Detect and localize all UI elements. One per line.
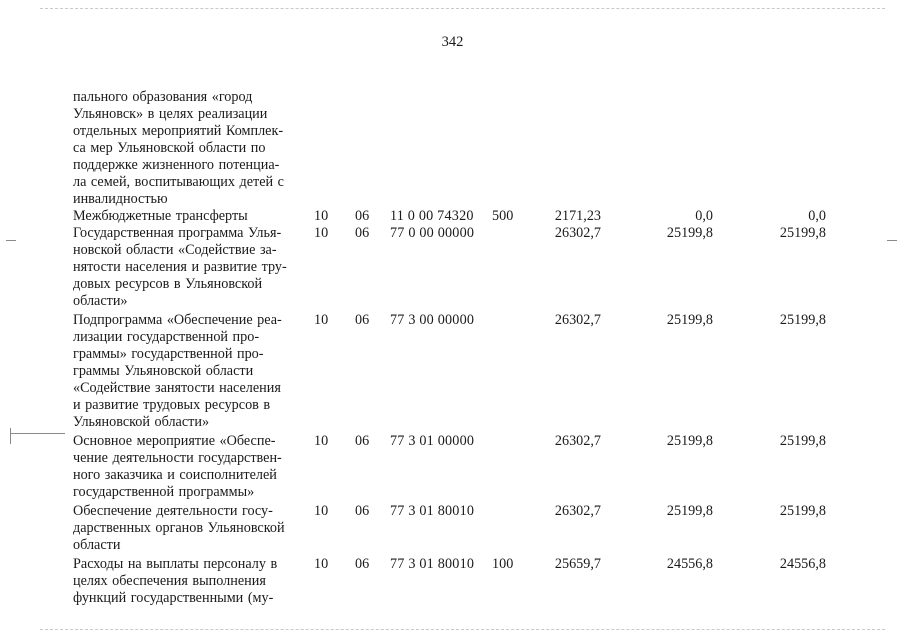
budget-table — [0, 89, 905, 607]
cell-section: 10 — [314, 433, 329, 449]
cell-target-article: 77 3 01 80010 — [390, 503, 475, 519]
cell-section: 10 — [314, 225, 329, 241]
table-row — [0, 208, 905, 225]
cell-expense-type: 100 — [492, 556, 514, 572]
row-name: пального образования «город Ульяновск» в целях реализации отдельных мероприятий Комплек- са мер Ульяновской области по поддержке жизненного потенциа- ла семей, воспитывающих детей с инвалидностью — [73, 89, 284, 207]
cell-subsection: 06 — [355, 208, 370, 224]
cell-amount-year3: 25199,8 — [779, 503, 826, 519]
cell-subsection: 06 — [355, 225, 370, 241]
cell-amount-year1: 26302,7 — [554, 433, 601, 449]
cell-expense-type: 500 — [492, 208, 514, 224]
row-name: Расходы на выплаты персоналу в целях обеспечения выполнения функций государственными (му- — [73, 556, 278, 606]
cell-target-article: 77 0 00 00000 — [390, 225, 475, 241]
cell-amount-year2: 0,0 — [695, 208, 713, 224]
cell-amount-year3: 25199,8 — [779, 312, 826, 328]
cell-amount-year2: 24556,8 — [666, 556, 713, 572]
cell-subsection: 06 — [355, 556, 370, 572]
cell-section: 10 — [314, 312, 329, 328]
cell-amount-year3: 24556,8 — [779, 556, 826, 572]
cell-amount-year1: 26302,7 — [554, 225, 601, 241]
cell-target-article: 77 3 01 80010 — [390, 556, 475, 572]
cell-amount-year3: 25199,8 — [779, 225, 826, 241]
cell-subsection: 06 — [355, 503, 370, 519]
cell-amount-year2: 25199,8 — [666, 433, 713, 449]
row-name: Межбюджетные трансферты — [73, 208, 248, 224]
cell-amount-year3: 25199,8 — [779, 433, 826, 449]
scan-artifact-bottom — [40, 629, 885, 631]
row-name: Обеспечение деятельности госу- дарственных органов Ульяновской области — [73, 503, 285, 553]
row-name: Основное мероприятие «Обеспе- чение деятельности государствен- ного заказчика и соисполнителей государственной программы» — [73, 433, 282, 500]
cell-target-article: 77 3 00 00000 — [390, 312, 475, 328]
cell-amount-year1: 26302,7 — [554, 503, 601, 519]
cell-target-article: 11 0 00 74320 — [390, 208, 474, 224]
cell-amount-year1: 25659,7 — [554, 556, 601, 572]
row-name: Государственная программа Улья- новской области «Содействие за- нятости населения и развитие тру- довых ресурсов в Ульяновской области» — [73, 225, 287, 309]
cell-subsection: 06 — [355, 312, 370, 328]
cell-target-article: 77 3 01 00000 — [390, 433, 475, 449]
scan-artifact-top — [40, 8, 885, 10]
table-row — [0, 89, 905, 208]
table-row — [0, 312, 905, 431]
cell-section: 10 — [314, 208, 329, 224]
row-name: Подпрограмма «Обеспечение реа- лизации государственной про- граммы» государственной про- граммы Ульяновской области «Содействие занятости населения и развитие трудовых ресурсов в Ульяновской области» — [73, 312, 282, 430]
page-number: 342 — [441, 34, 464, 50]
cell-subsection: 06 — [355, 433, 370, 449]
cell-section: 10 — [314, 503, 329, 519]
cell-section: 10 — [314, 556, 329, 572]
cell-amount-year1: 26302,7 — [554, 312, 601, 328]
cell-amount-year1: 2171,23 — [554, 208, 601, 224]
cell-amount-year2: 25199,8 — [666, 503, 713, 519]
table-row — [0, 503, 905, 554]
table-row — [0, 433, 905, 501]
cell-amount-year2: 25199,8 — [666, 312, 713, 328]
table-row — [0, 225, 905, 310]
cell-amount-year3: 0,0 — [808, 208, 826, 224]
table-row — [0, 556, 905, 607]
cell-amount-year2: 25199,8 — [666, 225, 713, 241]
